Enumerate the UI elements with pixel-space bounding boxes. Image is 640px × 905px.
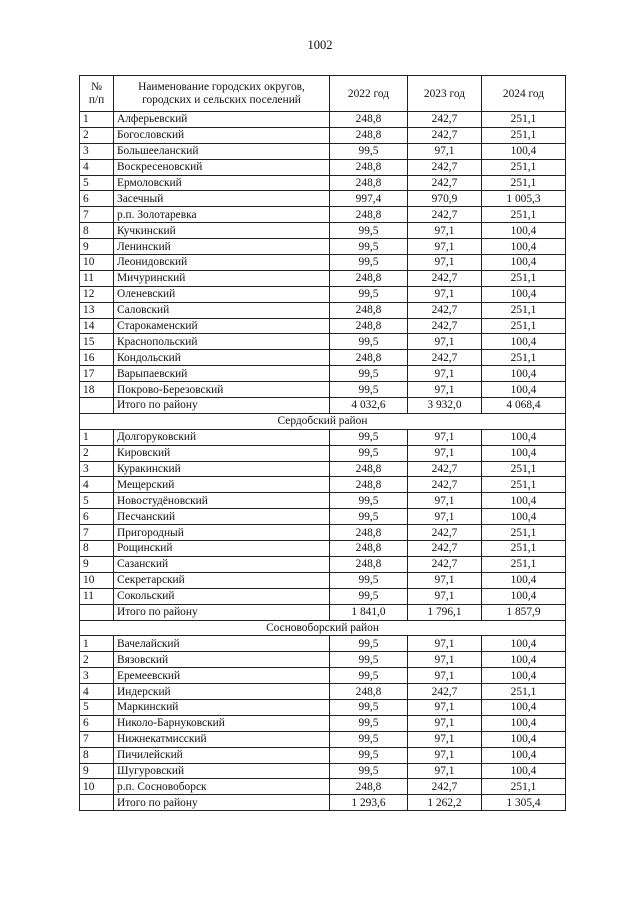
value-2023: 97,1 bbox=[408, 699, 482, 715]
value-2024: 251,1 bbox=[482, 461, 566, 477]
row-number: 9 bbox=[80, 763, 114, 779]
value-2023: 97,1 bbox=[408, 509, 482, 525]
value-2024: 251,1 bbox=[482, 270, 566, 286]
settlement-name: Большееланский bbox=[114, 143, 330, 159]
table-row bbox=[80, 541, 566, 557]
value-2024: 100,4 bbox=[482, 143, 566, 159]
settlement-name: Шугуровский bbox=[114, 763, 330, 779]
row-number: 7 bbox=[80, 207, 114, 223]
settlement-name: Нижнекатмисский bbox=[114, 731, 330, 747]
total-label: Итого по району bbox=[114, 795, 330, 811]
table-body bbox=[80, 112, 566, 811]
value-2024: 251,1 bbox=[482, 350, 566, 366]
table-row bbox=[80, 509, 566, 525]
value-2023: 242,7 bbox=[408, 350, 482, 366]
row-number: 16 bbox=[80, 350, 114, 366]
value-2024: 100,4 bbox=[482, 429, 566, 445]
value-2024: 100,4 bbox=[482, 731, 566, 747]
value-2024: 100,4 bbox=[482, 382, 566, 398]
row-number: 5 bbox=[80, 493, 114, 509]
value-2024: 251,1 bbox=[482, 556, 566, 572]
row-number: 5 bbox=[80, 175, 114, 191]
value-2022: 99,5 bbox=[330, 588, 408, 604]
settlement-name: Кондольский bbox=[114, 350, 330, 366]
value-2022: 248,8 bbox=[330, 175, 408, 191]
settlement-name: Еремеевский bbox=[114, 668, 330, 684]
settlement-name: Богословский bbox=[114, 127, 330, 143]
settlement-name: Песчанский bbox=[114, 509, 330, 525]
value-2022: 99,5 bbox=[330, 255, 408, 271]
value-2024: 100,4 bbox=[482, 334, 566, 350]
row-number bbox=[80, 398, 114, 414]
row-number: 3 bbox=[80, 143, 114, 159]
value-2023: 97,1 bbox=[408, 286, 482, 302]
value-2023: 97,1 bbox=[408, 715, 482, 731]
table-row bbox=[80, 572, 566, 588]
settlement-name: Засечный bbox=[114, 191, 330, 207]
row-number bbox=[80, 604, 114, 620]
table-row bbox=[80, 127, 566, 143]
value-2022: 99,5 bbox=[330, 652, 408, 668]
value-2022: 99,5 bbox=[330, 223, 408, 239]
value-2024: 251,1 bbox=[482, 112, 566, 128]
value-2023: 97,1 bbox=[408, 493, 482, 509]
row-number: 3 bbox=[80, 668, 114, 684]
row-number: 2 bbox=[80, 445, 114, 461]
section-title: Сосновоборский район bbox=[80, 620, 566, 636]
table-row bbox=[80, 699, 566, 715]
settlement-name: Краснопольский bbox=[114, 334, 330, 350]
row-number: 10 bbox=[80, 572, 114, 588]
value-2023: 97,1 bbox=[408, 143, 482, 159]
row-number: 11 bbox=[80, 270, 114, 286]
row-number: 1 bbox=[80, 429, 114, 445]
value-2024: 100,4 bbox=[482, 445, 566, 461]
row-number: 2 bbox=[80, 127, 114, 143]
value-2023: 97,1 bbox=[408, 334, 482, 350]
value-2022: 99,5 bbox=[330, 668, 408, 684]
value-2023: 242,7 bbox=[408, 318, 482, 334]
total-row bbox=[80, 795, 566, 811]
table-row bbox=[80, 779, 566, 795]
table-row bbox=[80, 270, 566, 286]
value-2024: 251,1 bbox=[482, 477, 566, 493]
value-2023: 97,1 bbox=[408, 255, 482, 271]
header-name bbox=[114, 76, 330, 112]
settlement-name: Индерский bbox=[114, 684, 330, 700]
settlement-name: Вачелайский bbox=[114, 636, 330, 652]
table-row bbox=[80, 747, 566, 763]
value-2024: 1 857,9 bbox=[482, 604, 566, 620]
value-2024: 100,4 bbox=[482, 493, 566, 509]
total-label: Итого по району bbox=[114, 604, 330, 620]
settlement-name: Оленевский bbox=[114, 286, 330, 302]
value-2023: 97,1 bbox=[408, 382, 482, 398]
row-number: 8 bbox=[80, 223, 114, 239]
value-2024: 1 005,3 bbox=[482, 191, 566, 207]
value-2023: 242,7 bbox=[408, 270, 482, 286]
settlement-name: Секретарский bbox=[114, 572, 330, 588]
settlement-name: Воскресеновский bbox=[114, 159, 330, 175]
value-2023: 242,7 bbox=[408, 461, 482, 477]
value-2023: 97,1 bbox=[408, 572, 482, 588]
row-number: 7 bbox=[80, 525, 114, 541]
settlement-name: Кучкинский bbox=[114, 223, 330, 239]
value-2023: 242,7 bbox=[408, 207, 482, 223]
value-2023: 3 932,0 bbox=[408, 398, 482, 414]
value-2023: 97,1 bbox=[408, 652, 482, 668]
table-row bbox=[80, 493, 566, 509]
settlement-name: Саловский bbox=[114, 302, 330, 318]
value-2024: 251,1 bbox=[482, 541, 566, 557]
value-2024: 251,1 bbox=[482, 207, 566, 223]
row-number: 5 bbox=[80, 699, 114, 715]
value-2024: 100,4 bbox=[482, 509, 566, 525]
value-2022: 248,8 bbox=[330, 127, 408, 143]
settlement-name: р.п. Сосновоборск bbox=[114, 779, 330, 795]
total-label: Итого по району bbox=[114, 398, 330, 414]
table-row bbox=[80, 636, 566, 652]
value-2022: 248,8 bbox=[330, 207, 408, 223]
table-row bbox=[80, 429, 566, 445]
total-row bbox=[80, 398, 566, 414]
settlement-name: Рощинский bbox=[114, 541, 330, 557]
value-2022: 99,5 bbox=[330, 239, 408, 255]
table-row bbox=[80, 175, 566, 191]
value-2024: 251,1 bbox=[482, 302, 566, 318]
value-2022: 99,5 bbox=[330, 715, 408, 731]
value-2023: 242,7 bbox=[408, 127, 482, 143]
row-number: 1 bbox=[80, 636, 114, 652]
row-number bbox=[80, 795, 114, 811]
value-2024: 100,4 bbox=[482, 588, 566, 604]
row-number: 2 bbox=[80, 652, 114, 668]
total-row bbox=[80, 604, 566, 620]
settlement-name: Ермоловский bbox=[114, 175, 330, 191]
table-row bbox=[80, 731, 566, 747]
table-row bbox=[80, 191, 566, 207]
value-2022: 248,8 bbox=[330, 477, 408, 493]
value-2022: 99,5 bbox=[330, 636, 408, 652]
value-2023: 242,7 bbox=[408, 159, 482, 175]
value-2022: 99,5 bbox=[330, 699, 408, 715]
value-2022: 248,8 bbox=[330, 159, 408, 175]
value-2022: 99,5 bbox=[330, 763, 408, 779]
value-2024: 4 068,4 bbox=[482, 398, 566, 414]
settlement-name: Сазанский bbox=[114, 556, 330, 572]
row-number: 4 bbox=[80, 684, 114, 700]
table-header-row bbox=[80, 76, 566, 112]
settlement-name: Мещерский bbox=[114, 477, 330, 493]
value-2023: 97,1 bbox=[408, 588, 482, 604]
value-2024: 100,4 bbox=[482, 699, 566, 715]
row-number: 14 bbox=[80, 318, 114, 334]
settlement-name: Маркинский bbox=[114, 699, 330, 715]
value-2023: 242,7 bbox=[408, 541, 482, 557]
value-2022: 248,8 bbox=[330, 541, 408, 557]
row-number: 9 bbox=[80, 239, 114, 255]
row-number: 8 bbox=[80, 541, 114, 557]
settlement-name: Алферьевский bbox=[114, 112, 330, 128]
value-2024: 251,1 bbox=[482, 127, 566, 143]
value-2024: 251,1 bbox=[482, 684, 566, 700]
value-2022: 248,8 bbox=[330, 112, 408, 128]
value-2023: 970,9 bbox=[408, 191, 482, 207]
value-2023: 242,7 bbox=[408, 175, 482, 191]
value-2022: 248,8 bbox=[330, 525, 408, 541]
settlement-name: Старокаменский bbox=[114, 318, 330, 334]
row-number: 10 bbox=[80, 255, 114, 271]
value-2024: 1 305,4 bbox=[482, 795, 566, 811]
row-number: 6 bbox=[80, 715, 114, 731]
table-row bbox=[80, 302, 566, 318]
table-row bbox=[80, 112, 566, 128]
value-2023: 242,7 bbox=[408, 112, 482, 128]
row-number: 13 bbox=[80, 302, 114, 318]
table-row bbox=[80, 715, 566, 731]
settlement-name: Новостудёновский bbox=[114, 493, 330, 509]
settlement-name: Кировский bbox=[114, 445, 330, 461]
table-row bbox=[80, 668, 566, 684]
table-row bbox=[80, 255, 566, 271]
settlement-name: Сокольский bbox=[114, 588, 330, 604]
section-title: Сердобский район bbox=[80, 413, 566, 429]
value-2023: 97,1 bbox=[408, 445, 482, 461]
table-row bbox=[80, 763, 566, 779]
header-name-line-2: городских и сельских поселений bbox=[142, 94, 301, 106]
value-2024: 100,4 bbox=[482, 572, 566, 588]
row-number: 9 bbox=[80, 556, 114, 572]
settlement-name: Вязовский bbox=[114, 652, 330, 668]
value-2023: 242,7 bbox=[408, 477, 482, 493]
value-2024: 251,1 bbox=[482, 525, 566, 541]
settlement-name: Пичилейский bbox=[114, 747, 330, 763]
value-2023: 97,1 bbox=[408, 366, 482, 382]
header-2023: 2023 год bbox=[408, 76, 482, 112]
table-row bbox=[80, 318, 566, 334]
row-number: 15 bbox=[80, 334, 114, 350]
table-row bbox=[80, 684, 566, 700]
value-2022: 99,5 bbox=[330, 382, 408, 398]
value-2022: 99,5 bbox=[330, 334, 408, 350]
table-row bbox=[80, 143, 566, 159]
settlement-name: Ленинский bbox=[114, 239, 330, 255]
row-number: 6 bbox=[80, 191, 114, 207]
value-2022: 1 841,0 bbox=[330, 604, 408, 620]
row-number: 7 bbox=[80, 731, 114, 747]
value-2022: 99,5 bbox=[330, 445, 408, 461]
value-2022: 99,5 bbox=[330, 731, 408, 747]
settlement-name: Николо-Барнуковский bbox=[114, 715, 330, 731]
value-2022: 99,5 bbox=[330, 366, 408, 382]
value-2023: 97,1 bbox=[408, 731, 482, 747]
value-2024: 100,4 bbox=[482, 255, 566, 271]
table-row bbox=[80, 556, 566, 572]
value-2022: 248,8 bbox=[330, 302, 408, 318]
header-2022: 2022 год bbox=[330, 76, 408, 112]
settlement-name: Пригородный bbox=[114, 525, 330, 541]
subsidy-table bbox=[79, 75, 566, 811]
value-2024: 100,4 bbox=[482, 636, 566, 652]
table-row bbox=[80, 159, 566, 175]
row-number: 17 bbox=[80, 366, 114, 382]
table-row bbox=[80, 382, 566, 398]
value-2023: 242,7 bbox=[408, 302, 482, 318]
section-title-row bbox=[80, 413, 566, 429]
row-number: 12 bbox=[80, 286, 114, 302]
value-2022: 248,8 bbox=[330, 461, 408, 477]
value-2022: 248,8 bbox=[330, 556, 408, 572]
row-number: 4 bbox=[80, 159, 114, 175]
header-number-line-1: № bbox=[91, 81, 102, 93]
row-number: 18 bbox=[80, 382, 114, 398]
settlement-name: Долгоруковский bbox=[114, 429, 330, 445]
value-2023: 97,1 bbox=[408, 223, 482, 239]
header-2024: 2024 год bbox=[482, 76, 566, 112]
value-2022: 248,8 bbox=[330, 350, 408, 366]
value-2023: 97,1 bbox=[408, 763, 482, 779]
value-2024: 100,4 bbox=[482, 763, 566, 779]
row-number: 11 bbox=[80, 588, 114, 604]
settlement-name: Варыпаевский bbox=[114, 366, 330, 382]
table-row bbox=[80, 445, 566, 461]
table-row bbox=[80, 525, 566, 541]
value-2022: 1 293,6 bbox=[330, 795, 408, 811]
table-row bbox=[80, 239, 566, 255]
value-2024: 251,1 bbox=[482, 159, 566, 175]
value-2022: 248,8 bbox=[330, 779, 408, 795]
value-2024: 100,4 bbox=[482, 223, 566, 239]
row-number: 6 bbox=[80, 509, 114, 525]
settlement-name: Куракинский bbox=[114, 461, 330, 477]
value-2024: 100,4 bbox=[482, 366, 566, 382]
value-2024: 251,1 bbox=[482, 175, 566, 191]
value-2022: 99,5 bbox=[330, 429, 408, 445]
value-2024: 100,4 bbox=[482, 747, 566, 763]
value-2022: 99,5 bbox=[330, 493, 408, 509]
table-row bbox=[80, 334, 566, 350]
value-2022: 99,5 bbox=[330, 572, 408, 588]
value-2022: 248,8 bbox=[330, 318, 408, 334]
table-row bbox=[80, 477, 566, 493]
header-number bbox=[80, 76, 114, 112]
value-2022: 99,5 bbox=[330, 509, 408, 525]
value-2022: 248,8 bbox=[330, 270, 408, 286]
row-number: 4 bbox=[80, 477, 114, 493]
table-row bbox=[80, 223, 566, 239]
settlement-name: Мичуринский bbox=[114, 270, 330, 286]
value-2022: 997,4 bbox=[330, 191, 408, 207]
value-2022: 4 032,6 bbox=[330, 398, 408, 414]
page-number: 1002 bbox=[307, 38, 333, 52]
value-2023: 97,1 bbox=[408, 747, 482, 763]
value-2023: 97,1 bbox=[408, 636, 482, 652]
table-row bbox=[80, 588, 566, 604]
header-number-line-2: п/п bbox=[88, 94, 105, 106]
table-row bbox=[80, 350, 566, 366]
table-row bbox=[80, 286, 566, 302]
value-2022: 99,5 bbox=[330, 143, 408, 159]
value-2024: 251,1 bbox=[482, 779, 566, 795]
value-2024: 100,4 bbox=[482, 668, 566, 684]
value-2023: 97,1 bbox=[408, 668, 482, 684]
settlement-name: р.п. Золотаревка bbox=[114, 207, 330, 223]
table-row bbox=[80, 461, 566, 477]
value-2022: 99,5 bbox=[330, 747, 408, 763]
value-2022: 99,5 bbox=[330, 286, 408, 302]
value-2023: 1 796,1 bbox=[408, 604, 482, 620]
value-2023: 242,7 bbox=[408, 525, 482, 541]
value-2023: 97,1 bbox=[408, 239, 482, 255]
value-2023: 242,7 bbox=[408, 684, 482, 700]
value-2024: 100,4 bbox=[482, 652, 566, 668]
value-2023: 242,7 bbox=[408, 779, 482, 795]
value-2023: 242,7 bbox=[408, 556, 482, 572]
row-number: 10 bbox=[80, 779, 114, 795]
section-title-row bbox=[80, 620, 566, 636]
row-number: 1 bbox=[80, 112, 114, 128]
header-name-line-1: Наименование городских округов, bbox=[138, 81, 305, 93]
table-row bbox=[80, 652, 566, 668]
value-2024: 100,4 bbox=[482, 715, 566, 731]
row-number: 3 bbox=[80, 461, 114, 477]
table-row bbox=[80, 366, 566, 382]
table-row bbox=[80, 207, 566, 223]
settlement-name: Покрово-Березовский bbox=[114, 382, 330, 398]
value-2023: 97,1 bbox=[408, 429, 482, 445]
row-number: 8 bbox=[80, 747, 114, 763]
value-2022: 248,8 bbox=[330, 684, 408, 700]
value-2024: 100,4 bbox=[482, 286, 566, 302]
value-2023: 1 262,2 bbox=[408, 795, 482, 811]
value-2024: 100,4 bbox=[482, 239, 566, 255]
settlement-name: Леонидовский bbox=[114, 255, 330, 271]
value-2024: 251,1 bbox=[482, 318, 566, 334]
